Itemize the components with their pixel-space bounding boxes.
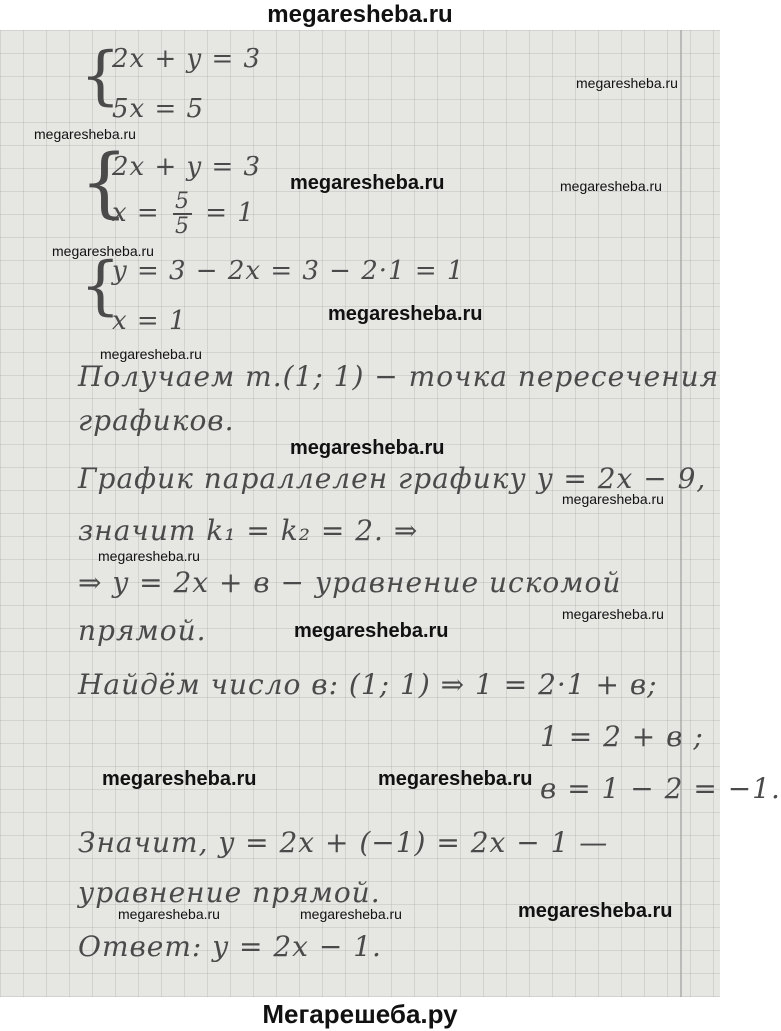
fraction-denominator: 5 [174, 214, 190, 240]
system2-x-label: x = [112, 198, 169, 229]
system1-line2: 5x = 5 [112, 94, 205, 124]
notebook-page [0, 30, 781, 997]
watermark: megaresheba.ru [378, 768, 533, 790]
watermark: megaresheba.ru [290, 172, 445, 194]
margin-line [680, 30, 682, 997]
text-slopes: значит k₁ = k₂ = 2. ⇒ [78, 514, 419, 547]
watermark: megaresheba.ru [100, 346, 202, 362]
watermark: megaresheba.ru [518, 900, 673, 922]
text-answer: Ответ: y = 2x − 1. [78, 930, 382, 963]
text-conclusion-line: уравнение прямой. [78, 876, 381, 909]
text-parallel: График параллелен графику y = 2x − 9, [78, 462, 707, 495]
watermark: megaresheba.ru [576, 75, 678, 91]
system-brace: { [80, 249, 121, 323]
watermark: megaresheba.ru [560, 178, 662, 194]
system1-line1: 2x + y = 3 [112, 44, 262, 74]
watermark: megaresheba.ru [562, 606, 664, 622]
site-footer: Мегарешеба.ру [262, 999, 458, 1029]
fraction-numerator: 5 [174, 189, 190, 214]
watermark: megaresheba.ru [300, 906, 402, 922]
system2-line2 [112, 190, 255, 238]
text-find-number: Найдём число в: (1; 1) ⇒ 1 = 2·1 + в; [78, 668, 658, 701]
watermark: megaresheba.ru [52, 243, 154, 259]
system3-line1: y = 3 − 2x = 3 − 2·1 = 1 [112, 256, 465, 286]
text-step2: 1 = 2 + в ; [540, 720, 704, 753]
text-graphs: графиков. [78, 404, 235, 437]
text-step3: в = 1 − 2 = −1. [540, 772, 781, 805]
watermark: megaresheba.ru [328, 303, 483, 325]
text-equation: ⇒ y = 2x + в − уравнение искомой [78, 566, 622, 599]
site-header: megaresheba.ru [267, 1, 453, 28]
system2-result: = 1 [195, 198, 255, 229]
system3-line2: x = 1 [112, 306, 187, 336]
text-conclusion: Значит, y = 2x + (−1) = 2x − 1 — [78, 826, 609, 859]
system-brace: { [80, 39, 121, 113]
text-intersection-point: Получаем т.(1; 1) − точка пересечения [78, 360, 720, 393]
watermark: megaresheba.ru [34, 126, 136, 142]
text-line: прямой. [78, 614, 207, 647]
fraction [173, 190, 192, 238]
watermark: megaresheba.ru [294, 620, 449, 642]
watermark: megaresheba.ru [562, 491, 664, 507]
system-brace: { [80, 137, 129, 226]
watermark: megaresheba.ru [98, 548, 200, 564]
system2-line1: 2x + y = 3 [112, 152, 262, 182]
watermark: megaresheba.ru [102, 768, 257, 790]
watermark: megaresheba.ru [290, 437, 445, 459]
watermark: megaresheba.ru [118, 906, 220, 922]
